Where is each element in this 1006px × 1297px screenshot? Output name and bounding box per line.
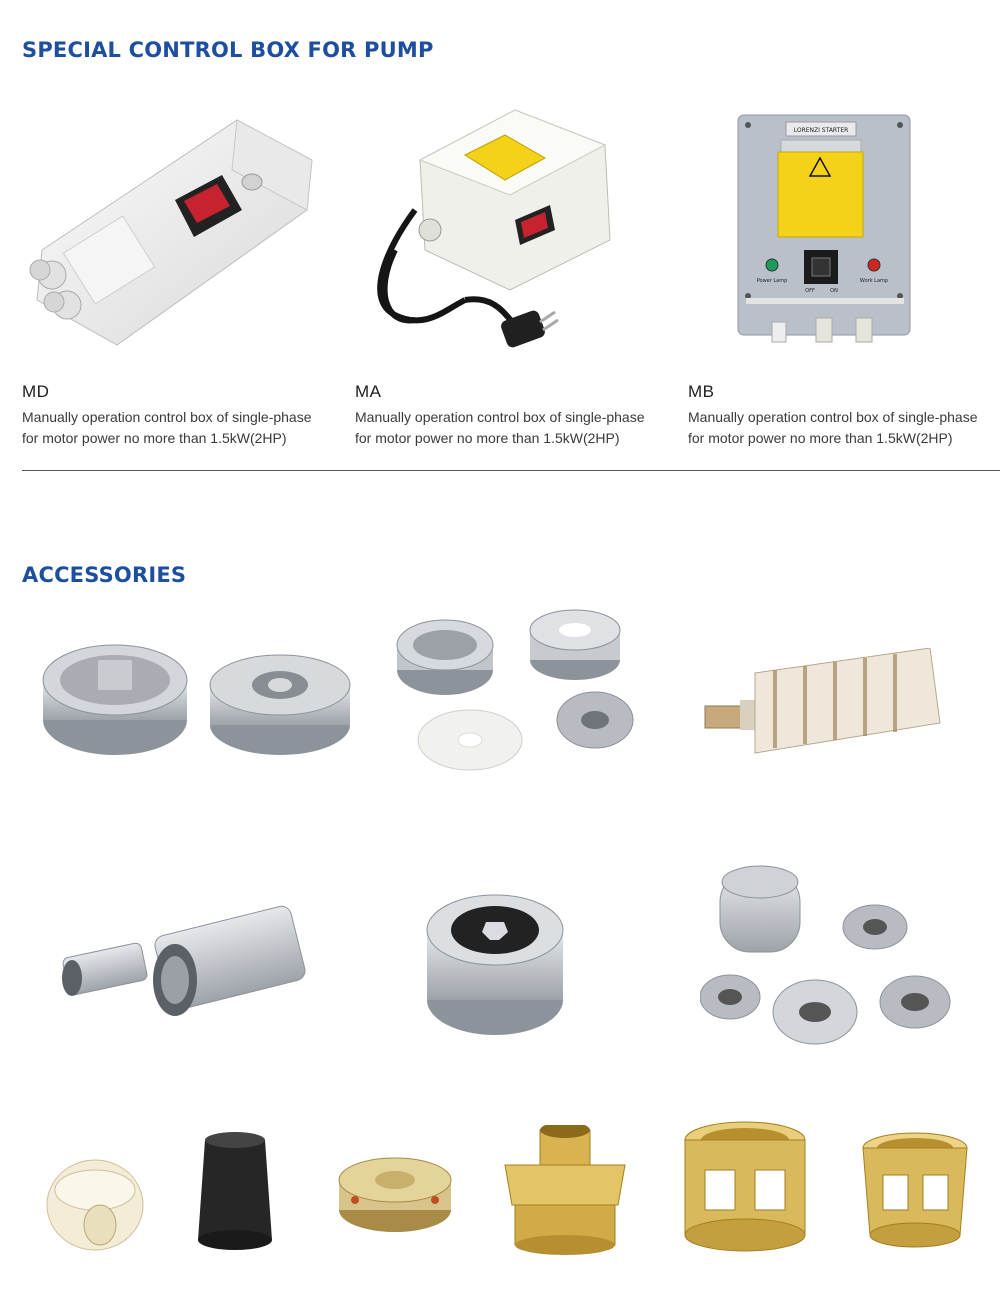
accessory-rubber-bushing [190, 1130, 280, 1255]
section-title-accessories: ACCESSORIES [22, 563, 187, 587]
accessory-coupling-sleeves [60, 900, 310, 1020]
product-code: MD [22, 382, 50, 401]
section-title-control-box: SPECIAL CONTROL BOX FOR PUMP [22, 38, 434, 62]
accessory-diffuser-set [395, 600, 635, 780]
section-divider [22, 470, 1000, 471]
accessory-brass-pump-bracket [680, 1120, 810, 1260]
accessory-brass-connector [500, 1125, 630, 1255]
product-code: MB [688, 382, 715, 401]
product-description: Manually operation control box of single-phase for motor power no more than 1.5kW(2HP) [22, 409, 312, 446]
mb-control-box-image [688, 100, 1006, 370]
ma-control-box-image [355, 100, 675, 370]
mb-on-label: ON [830, 288, 838, 294]
accessory-impeller-housing-pair [40, 625, 360, 765]
accessory-check-valve [40, 1130, 150, 1255]
product-description: Manually operation control box of single-phase for motor power no more than 1.5kW(2HP) [688, 409, 978, 446]
product-description: Manually operation control box of single-phase for motor power no more than 1.5kW(2HP) [355, 409, 645, 446]
accessory-impeller-cup [420, 880, 570, 1040]
md-control-box-image [22, 100, 342, 370]
product-mb [688, 100, 1006, 449]
product-md [22, 100, 342, 449]
product-ma [355, 100, 675, 449]
accessory-impeller-set [700, 862, 960, 1062]
product-code: MA [355, 382, 382, 401]
mb-power-lamp-label: Power Lamp [756, 278, 788, 284]
mb-work-lamp-label: Work Lamp [859, 278, 889, 284]
accessory-brass-flange [335, 1150, 455, 1235]
accessory-brass-motor-bracket [855, 1130, 975, 1255]
mb-off-label: OFF [805, 288, 815, 294]
accessory-rotor-shaft [695, 648, 945, 758]
mb-header-label: LORENZI STARTER [793, 127, 849, 134]
